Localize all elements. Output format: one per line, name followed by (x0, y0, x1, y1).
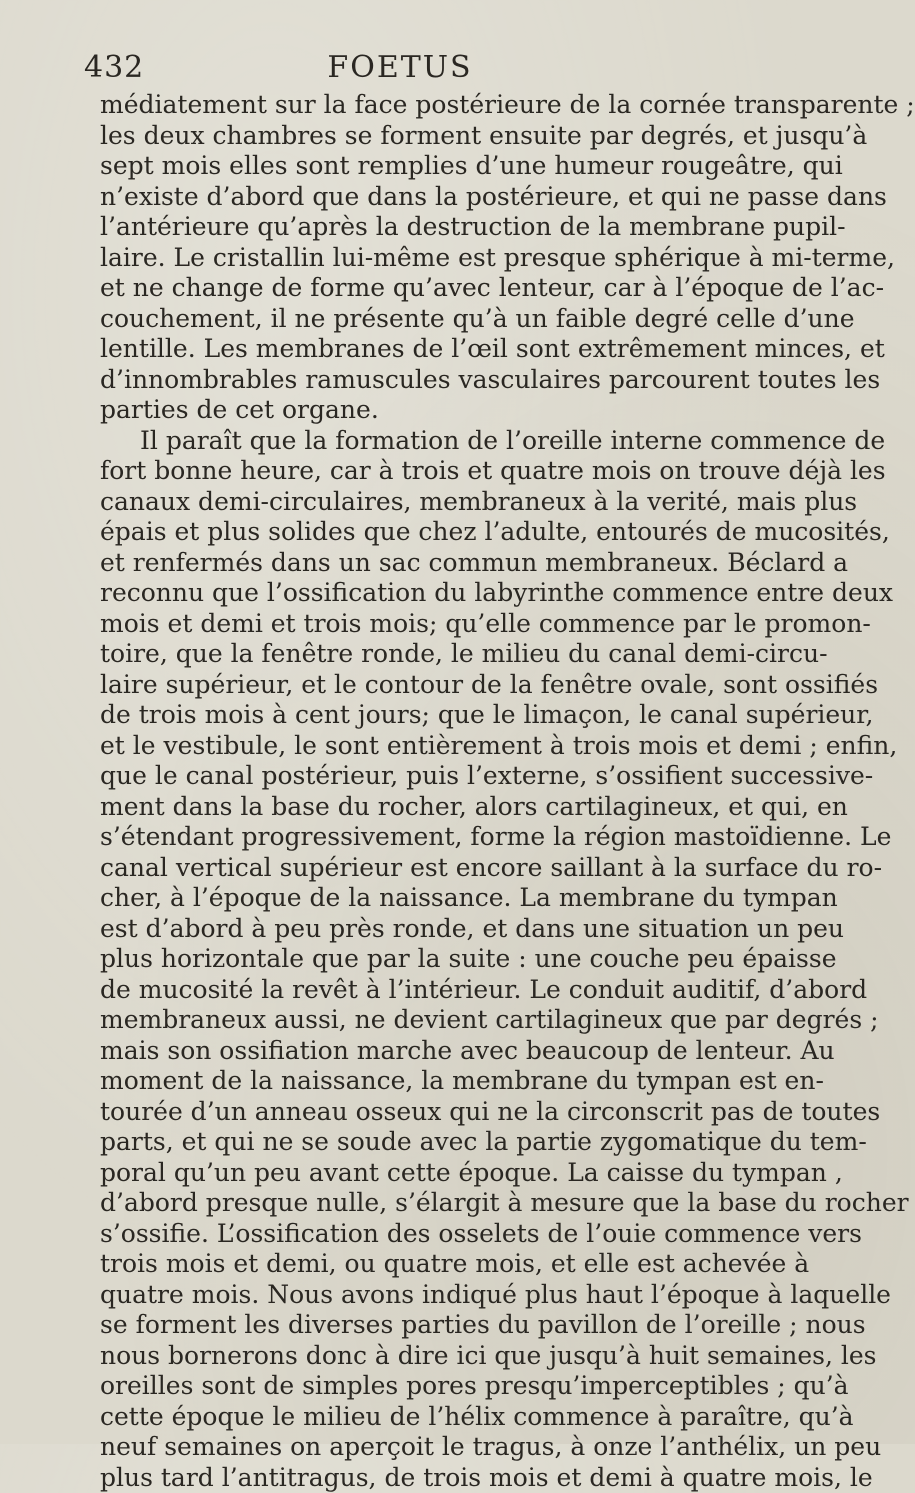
text-line: Il paraît que la formation de l’oreille interne commence de (100, 426, 760, 457)
text-line: s’ossifie. L’ossification des osselets de l’ouie commence vers (100, 1219, 760, 1250)
text-line: reconnu que l’ossification du labyrinthe commence entre deux (100, 578, 760, 609)
text-line: ment dans la base du rocher, alors cartilagineux, et qui, en (100, 792, 760, 823)
text-line: de trois mois à cent jours; que le limaçon, le canal supérieur, (100, 700, 760, 731)
text-line: membraneux aussi, ne devient cartilagineux que par degrés ; (100, 1005, 760, 1036)
text-line: que le canal postérieur, puis l’externe, s’ossifient successive- (100, 761, 760, 792)
text-line: oreilles sont de simples pores presqu’imperceptibles ; qu’à (100, 1371, 760, 1402)
text-line: laire. Le cristallin lui-même est presque sphérique à mi-terme, (100, 243, 760, 274)
text-line: neuf semaines on aperçoit le tragus, à onze l’anthélix, un peu (100, 1432, 760, 1463)
text-line: se forment les diverses parties du pavillon de l’oreille ; nous (100, 1310, 760, 1341)
text-line: quatre mois. Nous avons indiqué plus haut l’époque à laquelle (100, 1280, 760, 1311)
text-line: fort bonne heure, car à trois et quatre mois on trouve déjà les (100, 456, 760, 487)
running-head: FOETUS (0, 48, 800, 88)
text-line: et le vestibule, le sont entièrement à trois mois et demi ; enfin, (100, 731, 760, 762)
text-line: mois et demi et trois mois; qu’elle commence par le promon- (100, 609, 760, 640)
text-line: l’antérieure qu’après la destruction de la membrane pupil- (100, 212, 760, 243)
text-line: n’existe d’abord que dans la postérieure, et qui ne passe dans (100, 182, 760, 213)
text-line: lentille. Les membranes de l’œil sont extrêmement minces, et (100, 334, 760, 365)
text-line: de mucosité la revêt à l’intérieur. Le conduit auditif, d’abord (100, 975, 760, 1006)
text-line: trois mois et demi, ou quatre mois, et elle est achevée à (100, 1249, 760, 1280)
text-line: poral qu’un peu avant cette époque. La caisse du tympan , (100, 1158, 760, 1189)
body-text (100, 90, 760, 1493)
text-line: d’innombrables ramuscules vasculaires parcourent toutes les (100, 365, 760, 396)
text-line: couchement, il ne présente qu’à un faible degré celle d’une (100, 304, 760, 335)
text-line: et renfermés dans un sac commun membraneux. Béclard a (100, 548, 760, 579)
text-line: et ne change de forme qu’avec lenteur, car à l’époque de l’ac- (100, 273, 760, 304)
text-line: canaux demi-circulaires, membraneux à la verité, mais plus (100, 487, 760, 518)
text-line: d’abord presque nulle, s’élargit à mesure que la base du rocher (100, 1188, 760, 1219)
text-line: nous bornerons donc à dire ici que jusqu’à huit semaines, les (100, 1341, 760, 1372)
text-line: épais et plus solides que chez l’adulte, entourés de mucosités, (100, 517, 760, 548)
text-line: cher, à l’époque de la naissance. La membrane du tympan (100, 883, 760, 914)
text-line: parties de cet organe. (100, 395, 760, 426)
text-line: toire, que la fenêtre ronde, le milieu du canal demi-circu- (100, 639, 760, 670)
page-header (0, 48, 800, 88)
text-line: s’étendant progressivement, forme la région mastoïdienne. Le (100, 822, 760, 853)
text-line: parts, et qui ne se soude avec la partie zygomatique du tem- (100, 1127, 760, 1158)
text-line: est d’abord à peu près ronde, et dans une situation un peu (100, 914, 760, 945)
text-line: moment de la naissance, la membrane du tympan est en- (100, 1066, 760, 1097)
text-line: plus horizontale que par la suite : une couche peu épaisse (100, 944, 760, 975)
text-line: les deux chambres se forment ensuite par degrés, et jusqu’à (100, 121, 760, 152)
text-line: laire supérieur, et le contour de la fenêtre ovale, sont ossifiés (100, 670, 760, 701)
text-line: canal vertical supérieur est encore saillant à la surface du ro- (100, 853, 760, 884)
text-line: tourée d’un anneau osseux qui ne la circonscrit pas de toutes (100, 1097, 760, 1128)
page-number: 432 (84, 48, 144, 88)
text-line: médiatement sur la face postérieure de la cornée transparente ; (100, 90, 760, 121)
text-line: mais son ossifiation marche avec beaucoup de lenteur. Au (100, 1036, 760, 1067)
text-line: cette époque le milieu de l’hélix commence à paraître, qu’à (100, 1402, 760, 1433)
text-line: plus tard l’antitragus, de trois mois et demi à quatre mois, le (100, 1463, 760, 1493)
text-line: sept mois elles sont remplies d’une humeur rougeâtre, qui (100, 151, 760, 182)
